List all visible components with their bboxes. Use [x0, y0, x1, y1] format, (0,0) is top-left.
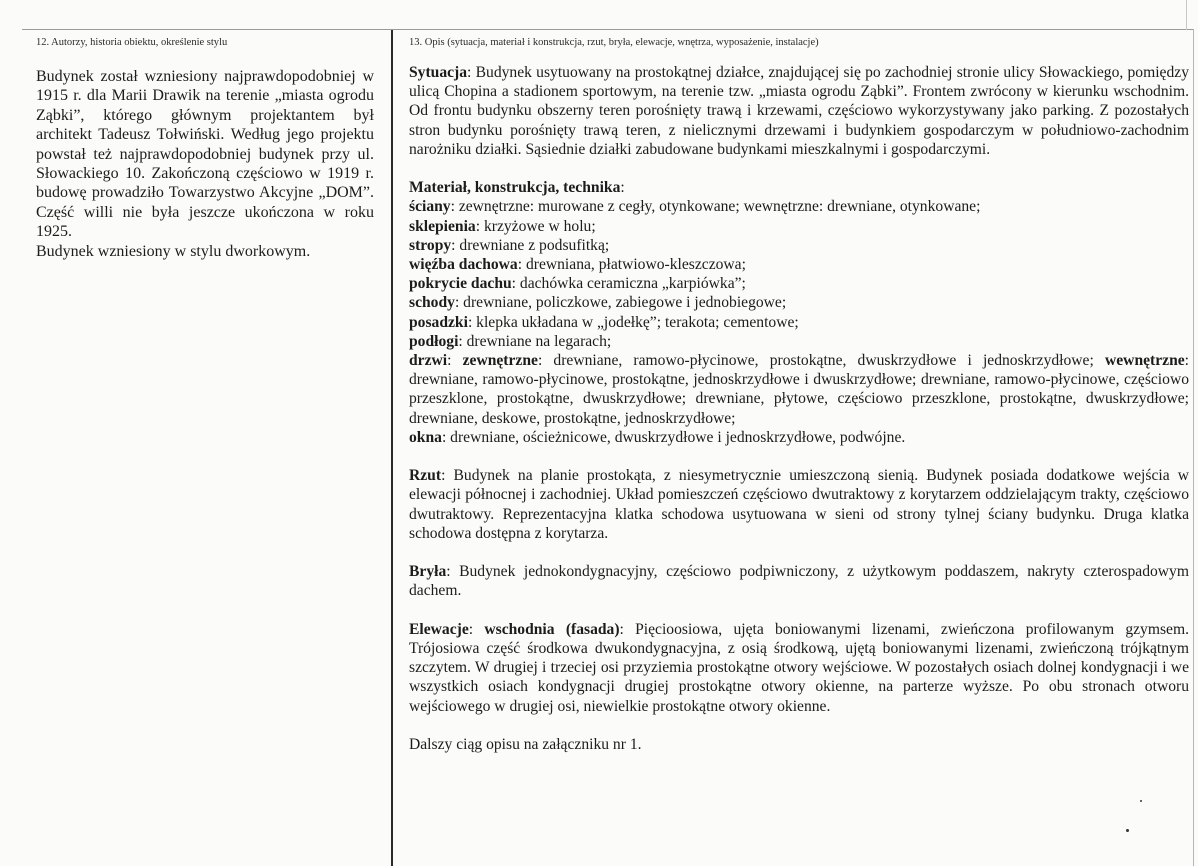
- rzut-paragraph: [409, 466, 1189, 543]
- section-13-header: 13. Opis (sytuacja, materiał i konstrukcja, rzut, bryła, elewacje, wnętrza, wyposażenie, instalacje): [409, 37, 819, 48]
- speck-mark: [1140, 800, 1142, 802]
- wewnetrzne-label: wewnętrzne: [1105, 352, 1185, 370]
- material-item-label: ściany: [409, 198, 451, 216]
- sytuacja-label: Sytuacja: [409, 64, 468, 81]
- okna-text: : drewniane, ościeżnicowe, dwuskrzydłowe i jednoskrzydłowe, podwójne.: [441, 428, 906, 446]
- material-item-text: : zewnętrzne: murowane z cegły, otynkowane; wewnętrzne: drewniane, otynkowane;: [450, 198, 981, 216]
- sytuacja-text: : Budynek usytuowany na prostokątnej działce, znajdującej się po zachodniej stronie ulicy Słowackiego, pomiędzy ulicą Chopina a stadionem sportowym, na terenie tzw. „miasta ogrodu Ząbki”. Frontem zwrócony w kierunku wschodnim. Od frontu budynku obszerny teren porośnięty trawą i krzewami, częściowo wykorzystywany jako parking. Z pozostałych stron budynku porośnięty trawą teren, z nielicznymi drzewami i budynkiem gospodarczym w południowo-zachodnim narożniku działki. Sąsiednie działki zabudowane budynkami mieszkalnymi i gospodarczymi.: [409, 64, 1189, 158]
- material-item: [409, 293, 1189, 312]
- material-item-label: pokrycie dachu: [409, 275, 512, 293]
- section-12-header: 12. Autorzy, historia obiektu, określenie stylu: [36, 37, 228, 48]
- bryla-text: : Budynek jednokondygnacyjny, częściowo podpiwniczony, z użytkowym poddaszem, nakryty czterospadowym dachem.: [409, 563, 1189, 600]
- material-item: [409, 274, 1189, 293]
- rzut-text: : Budynek na planie prostokąta, z niesymetrycznie umieszczoną sienią. Budynek posiada dodatkowe wejścia w elewacji północnej i zachodniej. Układ pomieszczeń częściowo dwutraktowy z korytarzem oddzielającym trakty, częściowo dwutraktowy. Reprezentacyjna klatka schodowa usytuowana w sieni od strony tylnej ściany budynku. Druga klatka schodowa dostępna z korytarza.: [409, 467, 1189, 542]
- okna-line: [409, 428, 1189, 447]
- sytuacja-paragraph: [409, 63, 1189, 159]
- material-item-label: stropy: [409, 236, 452, 254]
- material-item: [409, 197, 1189, 216]
- material-paragraph: [409, 178, 1189, 447]
- material-item-label: więźba dachowa: [409, 256, 518, 274]
- material-item-text: : krzyżowe w holu;: [475, 217, 596, 235]
- material-item-text: : drewniane na legarach;: [458, 332, 612, 350]
- zewnetrzne-text: : drewniane, ramowo-płycinowe, prostokątne, dwuskrzydłowe i jednoskrzydłowe;: [537, 352, 1094, 370]
- frame-top-line: [22, 29, 1194, 30]
- okna-label: okna: [409, 428, 442, 446]
- zewnetrzne-label: zewnętrzne: [462, 352, 538, 370]
- material-item: [409, 255, 1189, 274]
- material-heading: Materiał, konstrukcja, technika: [409, 179, 621, 197]
- material-heading-line: [409, 178, 1189, 197]
- corner-mark: [1186, 0, 1187, 30]
- material-item: [409, 217, 1189, 236]
- material-item-text: : drewniane, policzkowe, zabiegowe i jednobiegowe;: [454, 294, 787, 312]
- bryla-label: Bryła: [409, 563, 447, 581]
- material-heading-suffix: :: [620, 179, 625, 197]
- elewacje-sublabel: wschodnia (fasada): [484, 620, 620, 638]
- bryla-paragraph: [409, 562, 1189, 600]
- rzut-label: Rzut: [409, 467, 442, 485]
- material-item-label: sklepienia: [409, 217, 476, 235]
- frame-right-line: [1193, 29, 1194, 866]
- section-12: [36, 36, 374, 261]
- material-item-label: schody: [409, 294, 455, 312]
- material-item: [409, 236, 1189, 255]
- material-item: [409, 313, 1189, 332]
- material-item-label: podłogi: [409, 332, 459, 350]
- elewacje-sep: :: [468, 620, 485, 638]
- column-divider: [391, 30, 393, 866]
- material-item-text: : drewniane z podsufitką;: [451, 236, 610, 254]
- section-13-body: [409, 63, 1189, 754]
- wewnetrzne-text: : drewniane, ramowo-płycinowe, prostokątne, jednoskrzydłowe i dwuskrzydłowe; drewniane, ramowo-płycinowe, częściowo przeszklone, prostokątne, dwuskrzydłowe; drewniane, płytowe, częściowo przeszklone, prostokątne, dwuskrzydłowe; drewniane, deskowe, prostokątne, jednoskrzydłowe;: [409, 352, 1190, 427]
- material-item-label: posadzki: [409, 313, 468, 331]
- drzwi-line: drzwi: zewnętrzne: drewniane, ramowo-płycinowe, prostokątne, dwuskrzydłowe i jednoskrzydłowe; wewnętrzne: drewniane, ramowo-płycinowe, prostokątne, jednoskrzydłowe i dwuskrzydłowe; drewniane, ramowo-płycinowe, częściowo przeszklone, prostokątne, dwuskrzydłowe; drewniane, płytowe, częściowo przeszklone, prostokątne, dwuskrzydłowe; drewniane, deskowe, prostokątne, jednoskrzydłowe;: [409, 352, 1190, 427]
- drzwi-label: drzwi: [409, 352, 448, 370]
- material-item-text: : klepka układana w „jodełkę”; terakota; cementowe;: [467, 313, 799, 331]
- section-13: [409, 36, 1189, 773]
- material-item-text: : dachówka ceramiczna „karpiówka”;: [511, 275, 746, 293]
- style-paragraph: Budynek wzniesiony w stylu dworkowym.: [36, 242, 311, 260]
- material-item: [409, 332, 1189, 351]
- material-item-text: : drewniana, płatwiowo-kleszczowa;: [517, 256, 746, 274]
- elewacje-label: Elewacje: [409, 620, 469, 638]
- section-12-body: [36, 67, 374, 261]
- elewacje-paragraph: [409, 620, 1189, 716]
- continuation-note: Dalszy ciąg opisu na załączniku nr 1.: [409, 736, 642, 754]
- history-paragraph: Budynek został wzniesiony najprawdopodobniej w 1915 r. dla Marii Drawik na terenie „miasta ogrodu Ząbki”, którego głównym projektantem był architekt Tadeusz Tołwiński. Według jego projektu powstał też najprawdopodobniej budynek przy ul. Słowackiego 10. Zakończoną częściowo w 1919 r. budowę prowadziło Towarzystwo Akcyjne „DOM”. Część willi nie była jeszcze ukończona w roku 1925.: [36, 68, 374, 241]
- elewacje-text: : Pięcioosiowa, ujęta boniowanymi lizenami, zwieńczona profilowanym gzymsem. Trójosiowa część środkowa dwukondygnacyjna, z osią środkową, ujętą boniowanymi lizenami, zwieńczoną trójkątnym szczytem. W drugiej i trzeciej osi przyziemia prostokątne otwory wejściowe. W pozostałych osiach dolnej kondygnacji i we wszystkich osiach kondygnacji drugiej prostokątne otwory okienne, na parterze wyższe. Po obu stronach otworu wejściowego w drugiej osi, niewielkie prostokątne otwory okienne.: [409, 620, 1190, 715]
- speck-mark: [1126, 829, 1129, 832]
